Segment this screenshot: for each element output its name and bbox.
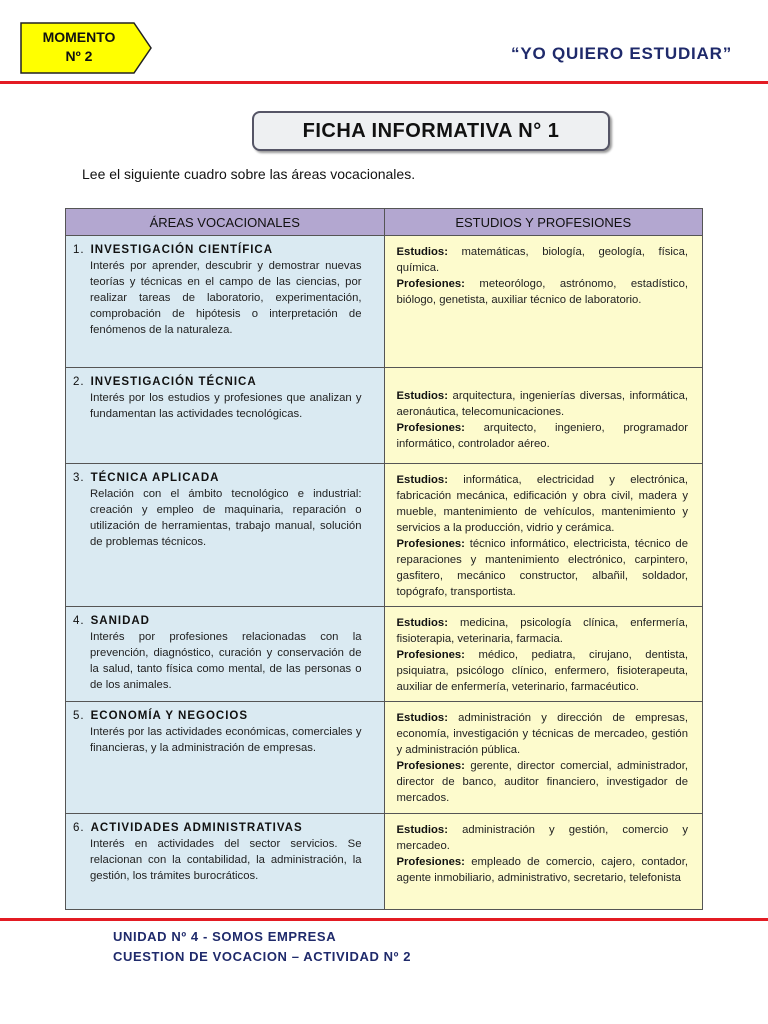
studies-cell xyxy=(384,368,703,464)
table-row xyxy=(66,607,703,702)
area-title xyxy=(73,374,362,390)
estudios-line xyxy=(397,822,689,854)
profesiones-label: Profesiones: xyxy=(396,856,465,868)
footer-activity: CUESTION DE VOCACION – ACTIVIDAD Nº 2 xyxy=(113,949,412,964)
area-cell xyxy=(66,607,385,702)
estudios-text: matemáticas, biología, geología, física, química. xyxy=(396,246,688,274)
studies-cell xyxy=(384,236,703,368)
estudios-label: Estudios: xyxy=(396,246,448,258)
header-estudios: ESTUDIOS Y PROFESIONES xyxy=(384,209,703,236)
area-cell xyxy=(66,814,385,910)
area-title xyxy=(73,820,362,836)
studies-cell xyxy=(384,814,703,910)
area-title xyxy=(73,242,362,258)
estudios-text: informática, electricidad y electrónica, fabricación mecánica, edificación y obra civil, madera y mueble, mantenimiento de vehículos, mantenimiento y servicios a la producción, vidrio y cerámica. xyxy=(396,474,688,534)
header-areas: ÁREAS VOCACIONALES xyxy=(66,209,385,236)
estudios-line xyxy=(397,388,689,420)
ficha-title: FICHA INFORMATIVA N° 1 xyxy=(252,111,610,151)
estudios-text: administración y gestión, comercio y mercadeo. xyxy=(396,824,688,852)
area-number: 5. xyxy=(73,710,85,722)
header-divider xyxy=(0,81,768,84)
momento-line2: Nº 2 xyxy=(65,48,93,64)
studies-cell xyxy=(384,607,703,702)
area-name: TÉCNICA APLICADA xyxy=(90,472,220,484)
table-row xyxy=(66,702,703,814)
estudios-label: Estudios: xyxy=(396,617,448,629)
area-description: Relación con el ámbito tecnológico e industrial: creación y empleo de maquinaria, reparación o utilización de herramientas, trabajo manual, solución de problemas técnicos. xyxy=(90,488,362,548)
area-description: Interés por las actividades económicas, comerciales y financieras, y la administración de empresas. xyxy=(90,726,362,754)
estudios-label: Estudios: xyxy=(396,824,448,836)
footer-divider xyxy=(0,918,768,921)
profesiones-text: meteorólogo, astrónomo, estadístico, biólogo, genetista, auxiliar técnico de laboratorio. xyxy=(396,278,688,306)
estudios-text: arquitectura, ingenierías diversas, informática, aeronáutica, telecomunicaciones. xyxy=(396,390,688,418)
footer-unit: UNIDAD Nº 4 - SOMOS EMPRESA xyxy=(113,929,337,944)
estudios-label: Estudios: xyxy=(396,474,448,486)
momento-line1: MOMENTO xyxy=(42,29,116,45)
area-number: 3. xyxy=(73,472,85,484)
profesiones-line xyxy=(397,854,689,886)
profesiones-text: gerente, director comercial, administrador, director de banco, auditor financiero, investigador de mercados. xyxy=(396,760,688,804)
table-row xyxy=(66,464,703,607)
area-name: INVESTIGACIÓN CIENTÍFICA xyxy=(90,244,274,256)
profesiones-line xyxy=(397,647,689,695)
estudios-label: Estudios: xyxy=(396,712,448,724)
profesiones-label: Profesiones: xyxy=(396,278,465,290)
profesiones-line xyxy=(397,758,689,806)
area-number: 1. xyxy=(73,244,85,256)
vocational-areas-table xyxy=(65,208,703,910)
area-name: SANIDAD xyxy=(90,615,150,627)
area-description: Interés por los estudios y profesiones que analizan y fundamentan las actividades tecnológicas. xyxy=(90,392,362,420)
area-number: 2. xyxy=(73,376,85,388)
area-name: ACTIVIDADES ADMINISTRATIVAS xyxy=(90,822,303,834)
profesiones-text: técnico informático, electricista, técnico de reparaciones y mantenimiento electrónico, carpintero, gasfitero, mecánico constructor, albañil, soldador, topógrafo, transportista. xyxy=(396,538,688,598)
estudios-line xyxy=(397,472,689,536)
estudios-text: medicina, psicología clínica, enfermería, fisioterapia, veterinaria, farmacia. xyxy=(396,617,688,645)
footer xyxy=(113,927,411,967)
area-title xyxy=(73,470,362,486)
area-description: Interés en actividades del sector servicios. Se relacionan con la contabilidad, la administración, la gestión, los trámites burocráticos. xyxy=(90,838,362,882)
profesiones-text: empleado de comercio, cajero, contador, agente inmobiliario, administrativo, secretario, telefonista xyxy=(396,856,688,884)
momento-label xyxy=(20,28,138,66)
document-title: “YO QUIERO ESTUDIAR” xyxy=(511,44,732,63)
area-cell xyxy=(66,236,385,368)
table-row xyxy=(66,236,703,368)
area-title xyxy=(73,708,362,724)
profesiones-label: Profesiones: xyxy=(396,538,465,550)
profesiones-label: Profesiones: xyxy=(396,649,465,661)
estudios-line xyxy=(397,710,689,758)
area-description: Interés por profesiones relacionadas con la prevención, diagnóstico, curación y conservación de la salud, tanto física como mental, de las personas o de los animales. xyxy=(90,631,362,691)
area-name: INVESTIGACIÓN TÉCNICA xyxy=(90,376,257,388)
profesiones-text: arquitecto, ingeniero, programador informático, controlador aéreo. xyxy=(396,422,688,450)
area-cell xyxy=(66,368,385,464)
area-description: Interés por aprender, descubrir y demostrar nuevas teorías y técnicas en el campo de las ciencias, por realizar tareas de laboratorio, experimentación, comprobación de hipótesis o interpretación de fenómenos de la naturaleza. xyxy=(90,260,362,336)
area-title xyxy=(73,613,362,629)
table-header-row xyxy=(66,209,703,236)
estudios-label: Estudios: xyxy=(396,390,448,402)
table-row xyxy=(66,368,703,464)
profesiones-text: médico, pediatra, cirujano, dentista, psiquiatra, psicólogo clínico, enfermero, fisioterapeuta, auxiliar de enfermería, veterinario, farmacéutico. xyxy=(396,649,688,693)
profesiones-line xyxy=(397,536,689,600)
area-cell xyxy=(66,464,385,607)
momento-badge xyxy=(20,22,152,74)
area-name: ECONOMÍA Y NEGOCIOS xyxy=(90,710,249,722)
estudios-line xyxy=(397,244,689,276)
area-number: 4. xyxy=(73,615,85,627)
table-row xyxy=(66,814,703,910)
area-number: 6. xyxy=(73,822,85,834)
profesiones-line xyxy=(397,420,689,452)
area-cell xyxy=(66,702,385,814)
profesiones-label: Profesiones: xyxy=(396,760,465,772)
profesiones-label: Profesiones: xyxy=(396,422,465,434)
intro-text: Lee el siguiente cuadro sobre las áreas vocacionales. xyxy=(82,166,416,182)
estudios-line xyxy=(397,615,689,647)
estudios-text: administración y dirección de empresas, economía, investigación y técnicas de mercadeo, gestión y administración pública. xyxy=(396,712,688,756)
studies-cell xyxy=(384,464,703,607)
studies-cell xyxy=(384,702,703,814)
profesiones-line xyxy=(397,276,689,308)
